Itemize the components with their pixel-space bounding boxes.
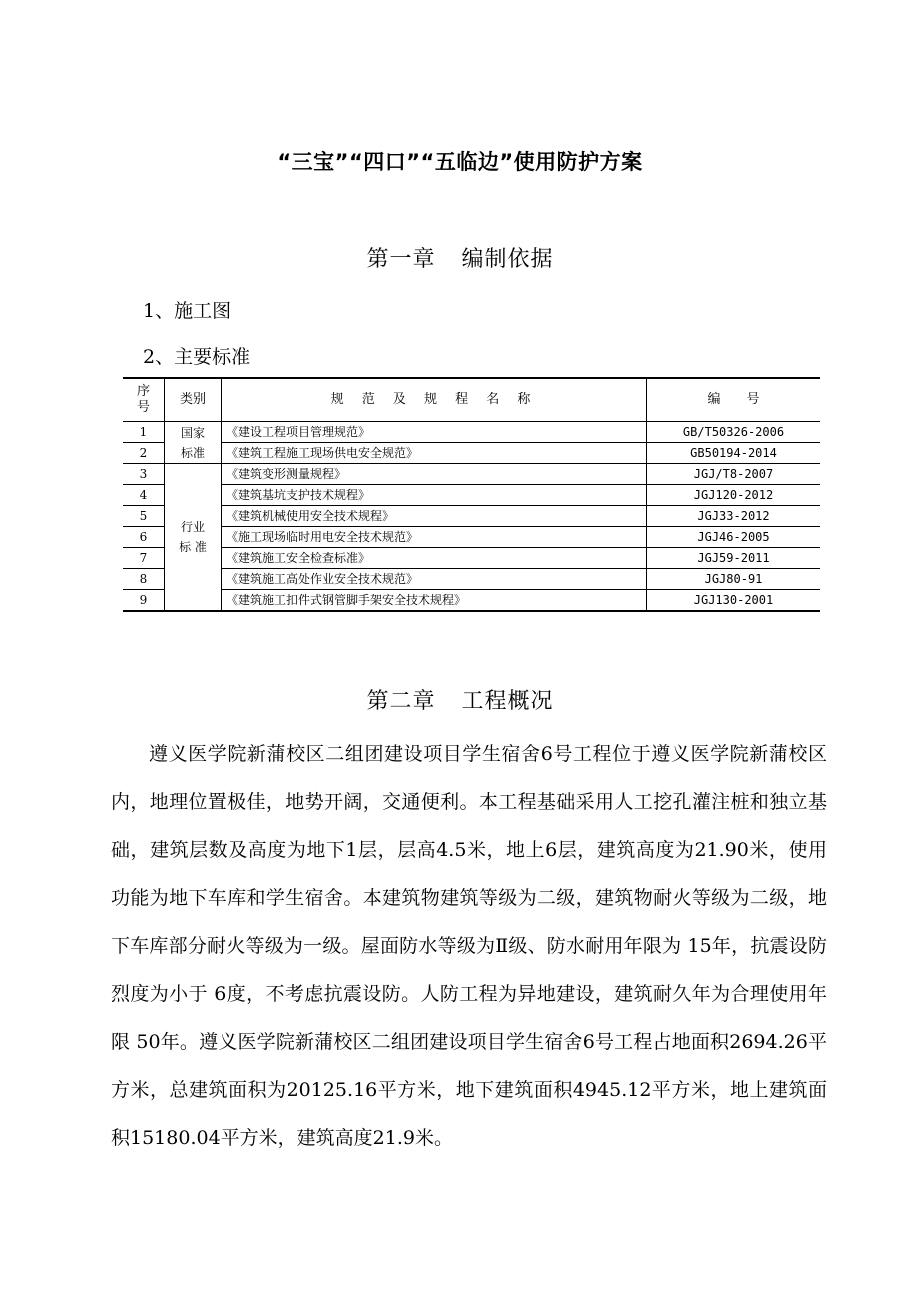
standard-code: GB/T50326-2006 [647, 422, 821, 443]
row-number: 6 [123, 527, 165, 548]
table-row [123, 464, 820, 485]
row-number: 4 [123, 485, 165, 506]
category-national: 国家标准 [165, 422, 222, 464]
standard-code: JGJ59-2011 [647, 548, 821, 569]
standard-name: 《建筑施工扣件式钢管脚手架安全技术规程》 [222, 590, 647, 612]
standard-name: 《建筑基坑支护技术规程》 [222, 485, 647, 506]
header-name: 规 范 及 规 程 名 称 [222, 378, 647, 422]
row-number: 9 [123, 590, 165, 612]
table-row [123, 485, 820, 506]
project-overview-paragraph: 遵义医学院新蒲校区二组团建设项目学生宿舍6号工程位于遵义医学院新蒲校区内，地理位置极佳，地势开阔，交通便利。本工程基础采用人工挖孔灌注桩和独立基础，建筑层数及高度为地下1层，层高4.5米，地上6层，建筑高度为21.90米，使用功能为地下车库和学生宿舍。本建筑物建筑等级为二级，建筑物耐火等级为二级，地下车库部分耐火等级为一级。屋面防水等级为Ⅱ级、防水耐用年限为 15年，抗震设防烈度为小于 6度，不考虑抗震设防。人防工程为异地建设，建筑耐久年为合理使用年限 50年。遵义医学院新蒲校区二组团建设项目学生宿舍6号工程占地面积2694.26平方米，总建筑面积为20125.16平方米，地下建筑面积4945.12平方米，地上建筑面积15180.04平方米，建筑高度21.9米。 [111, 743, 827, 1149]
chapter-1-title: 编制依据 [461, 247, 554, 272]
standard-name: 《施工现场临时用电安全技术规范》 [222, 527, 647, 548]
standard-name: 《建筑施工安全检查标准》 [222, 548, 647, 569]
row-number: 5 [123, 506, 165, 527]
table-header-row [123, 378, 820, 422]
row-number: 1 [123, 422, 165, 443]
standard-code: JGJ33-2012 [647, 506, 821, 527]
standard-name: 《建筑工程施工现场供电安全规范》 [222, 443, 647, 464]
table-row [123, 590, 820, 612]
row-number: 3 [123, 464, 165, 485]
table-row [123, 506, 820, 527]
row-number: 7 [123, 548, 165, 569]
standard-name: 《建筑变形测量规程》 [222, 464, 647, 485]
table-row [123, 443, 820, 464]
chapter-1-heading [0, 242, 920, 273]
header-category: 类别 [165, 378, 222, 422]
list-item-drawings: 1、施工图 [143, 300, 232, 322]
header-code: 编 号 [647, 378, 821, 422]
standard-code: JGJ80-91 [647, 569, 821, 590]
standard-name: 《建筑机械使用安全技术规程》 [222, 506, 647, 527]
standard-code: JGJ/T8-2007 [647, 464, 821, 485]
list-item-standards: 2、主要标准 [143, 346, 251, 368]
standard-code: JGJ120-2012 [647, 485, 821, 506]
row-number: 2 [123, 443, 165, 464]
standard-code: GB50194-2014 [647, 443, 821, 464]
document-title: “三宝”“四口”“五临边”使用防护方案 [277, 150, 643, 174]
standard-code: JGJ46-2005 [647, 527, 821, 548]
row-number: 8 [123, 569, 165, 590]
header-seq: 序号 [123, 378, 165, 422]
chapter-1-label: 第一章 [366, 247, 436, 272]
chapter-2-label: 第二章 [366, 689, 436, 714]
standard-name: 《建筑施工高处作业安全技术规范》 [222, 569, 647, 590]
table-row [123, 527, 820, 548]
category-industry: 行业标 准 [165, 464, 222, 612]
chapter-2-title: 工程概况 [461, 689, 554, 714]
table-row [123, 422, 820, 443]
standards-table [123, 377, 820, 612]
standard-code: JGJ130-2001 [647, 590, 821, 612]
table-row [123, 569, 820, 590]
chapter-2-heading [0, 684, 920, 715]
table-row [123, 548, 820, 569]
standard-name: 《建设工程项目管理规范》 [222, 422, 647, 443]
